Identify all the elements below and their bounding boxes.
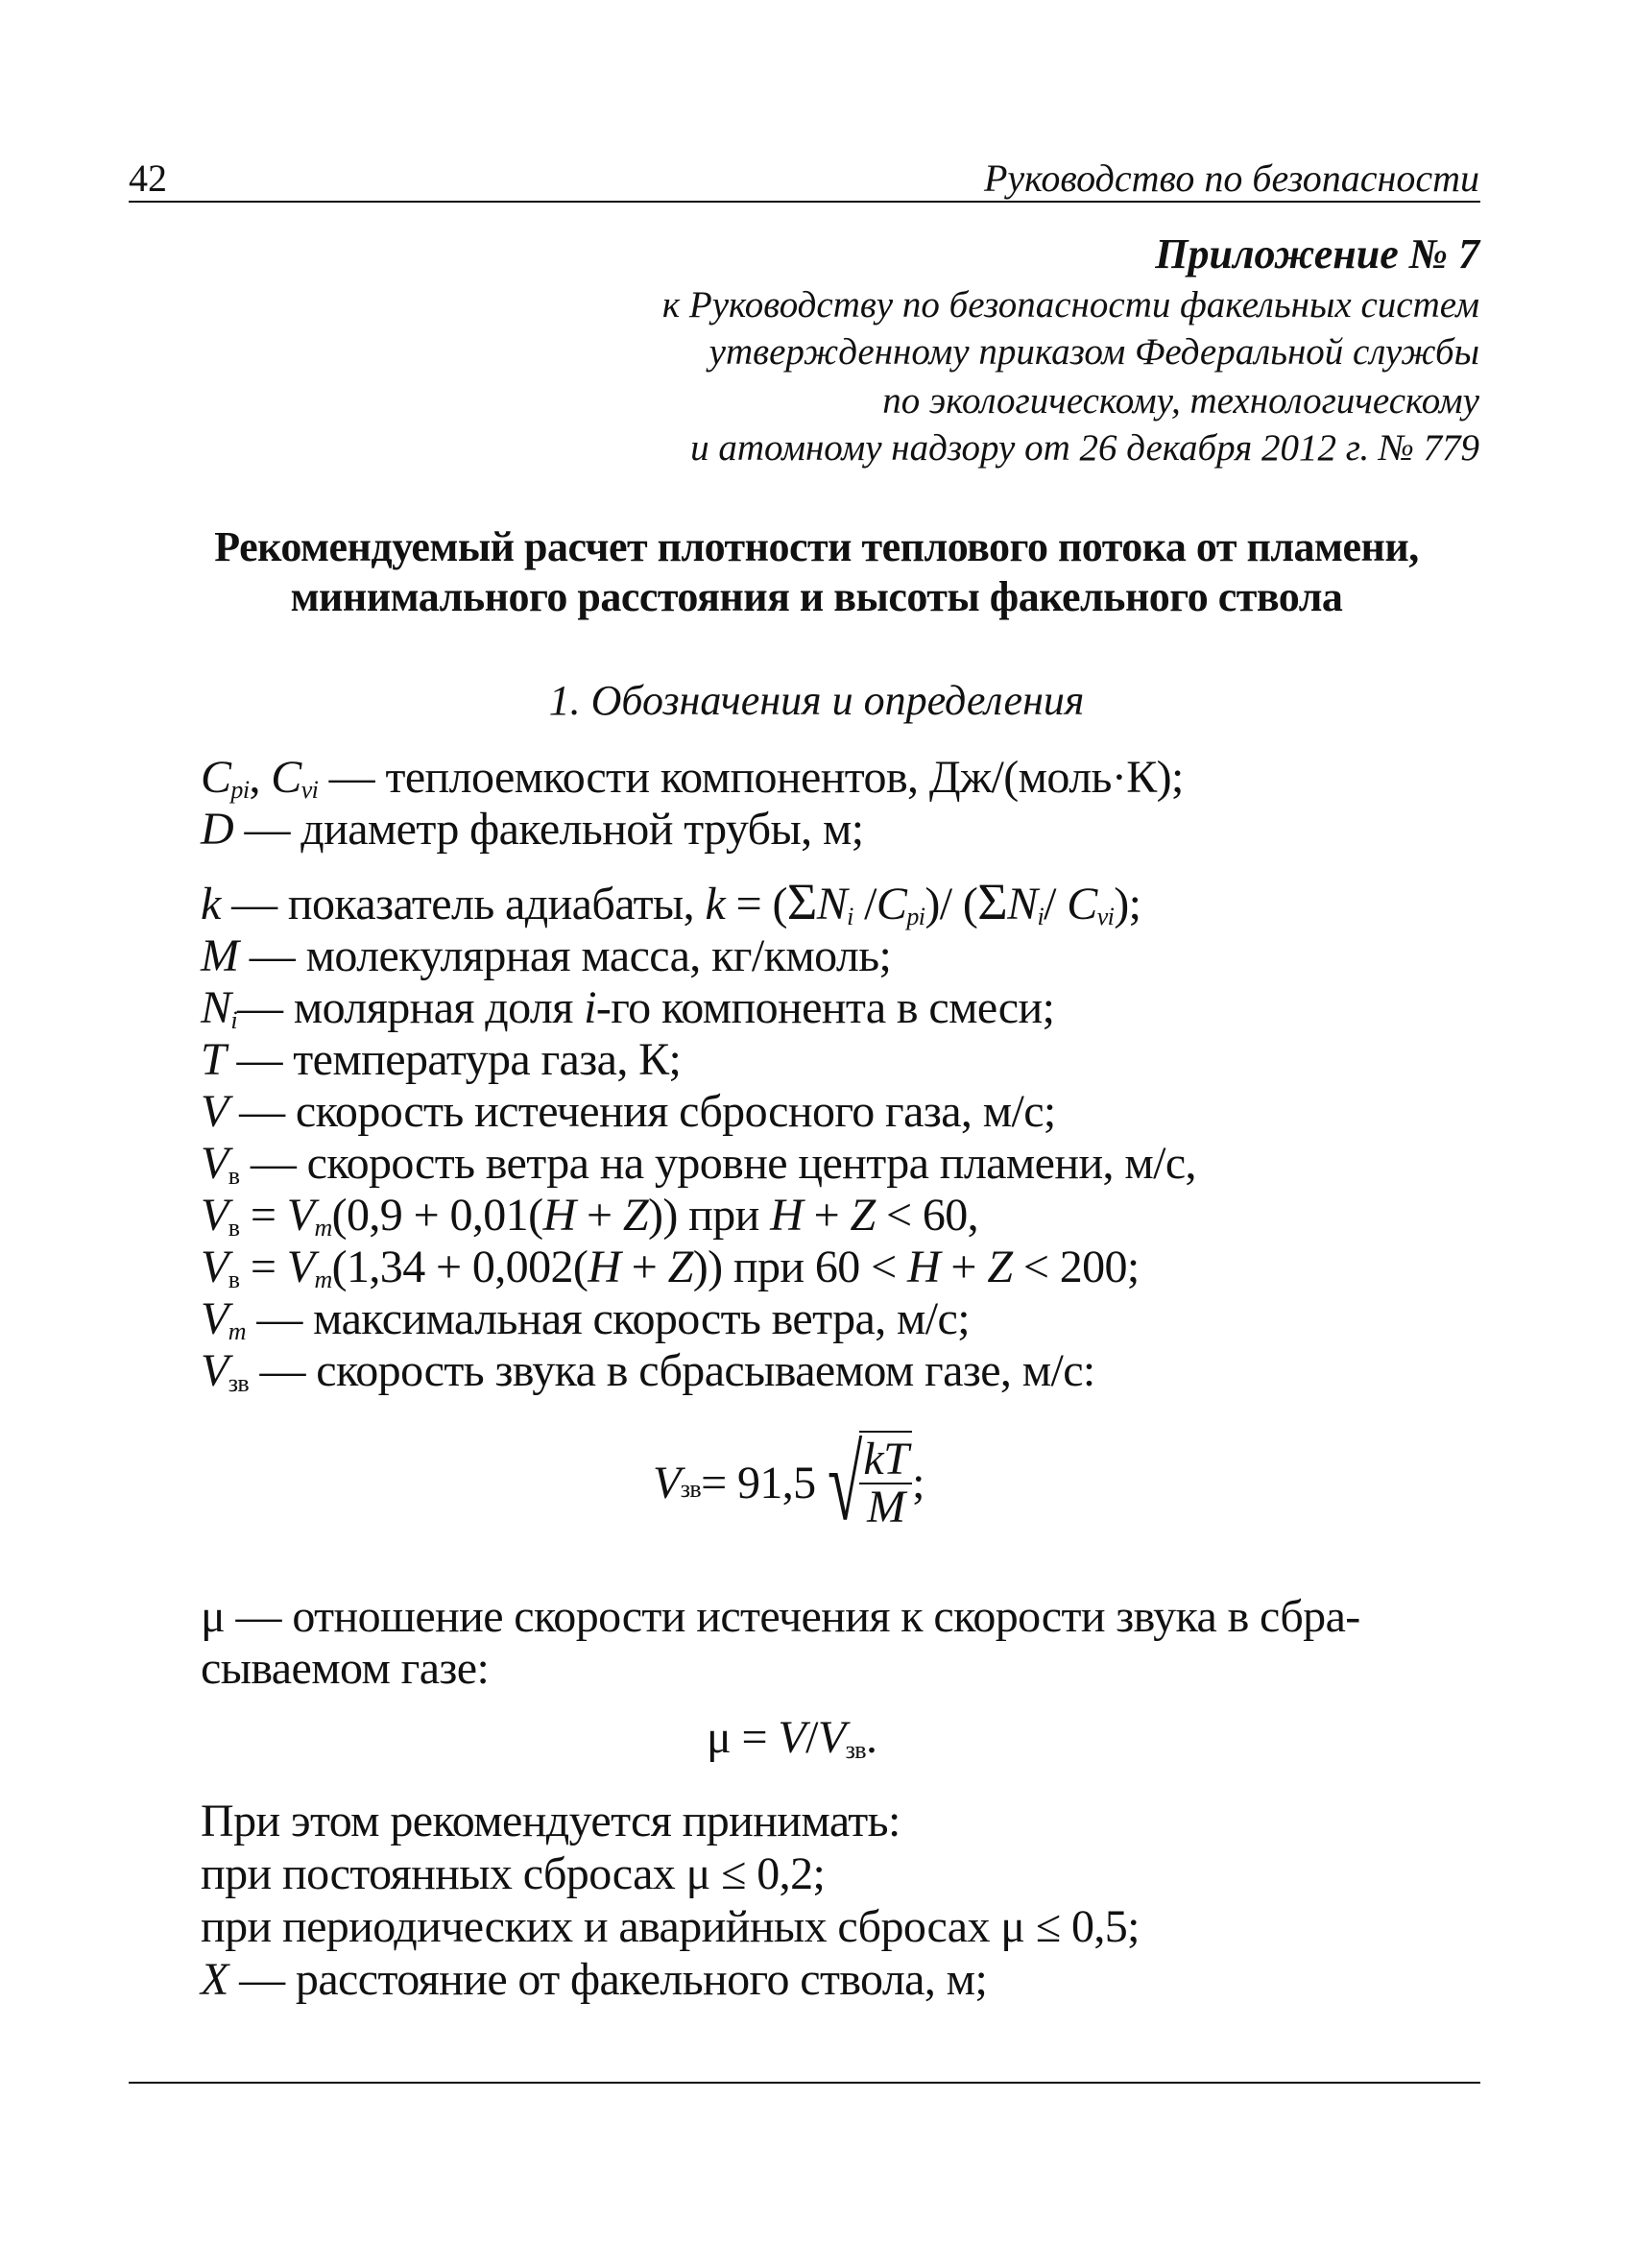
mu-text-line: сываемом газе: bbox=[201, 1643, 490, 1694]
definition-line: Vm — максимальная скорость ветра, м/с; bbox=[201, 1293, 970, 1345]
definition-line: Vзв — скорость звука в сбрасываемом газе, м/с: bbox=[201, 1345, 1095, 1397]
appendix-line: к Руководству по безопасности факельных систем bbox=[661, 284, 1479, 326]
definition-line: Vв = Vm(0,9 + 0,01(H + Z)) при H + Z < 60, bbox=[201, 1190, 979, 1242]
definition-line: M — молекулярная масса, кг/кмоль; bbox=[201, 930, 892, 981]
appendix-title: Приложение № 7 bbox=[1155, 230, 1479, 277]
appendix-line: утвержденному приказом Федеральной службы bbox=[708, 331, 1479, 373]
appendix-line: и атомному надзору от 26 декабря 2012 г. № 779 bbox=[690, 427, 1479, 469]
sqrt-sign: √ $\frac{kT}{M}$ bbox=[816, 1431, 913, 1536]
recommend-line: при постоянных сбросах μ ≤ 0,2; bbox=[201, 1848, 826, 1899]
definition-line: D — диаметр факельной трубы, м; bbox=[201, 804, 864, 855]
mu-text-line: μ — отношение скорости истечения к скорости звука в сбра- bbox=[201, 1591, 1360, 1642]
definition-line: Vв — скорость ветра на уровне центра пламени, м/с, bbox=[201, 1138, 1196, 1190]
definition-line: V — скорость истечения сбросного газа, м/с; bbox=[201, 1086, 1056, 1137]
formula-sound-speed: V зв = 91,5 √ $\frac{kT}{M}$ ; bbox=[653, 1425, 925, 1542]
running-title: Руководство по безопасности bbox=[983, 157, 1479, 200]
definition-line: k — показатель адиабаты, k = (ΣNi /Cpi)/ (ΣNi/ Cvi); bbox=[201, 873, 1141, 930]
definition-line: Ni— молярная доля i-го компонента в смеси; bbox=[201, 982, 1055, 1034]
heading-line: Рекомендуемый расчет плотности теплового потока от пламени, bbox=[214, 523, 1419, 570]
section-title: 1. Обозначения и определения bbox=[548, 677, 1085, 724]
recommend-line: При этом рекомендуется принимать: bbox=[201, 1796, 901, 1846]
appendix-line: по экологическому, технологическому bbox=[882, 380, 1479, 422]
definition-line: Vв = Vm(1,34 + 0,002(H + Z)) при 60 < H + Z < 200; bbox=[201, 1242, 1140, 1293]
recommend-line: при периодических и аварийных сбросах μ ≤ 0,5; bbox=[201, 1901, 1140, 1952]
header-rule bbox=[129, 201, 1480, 203]
definition-line: T — температура газа, К; bbox=[201, 1034, 682, 1085]
page-number: 42 bbox=[129, 157, 167, 200]
footer-rule bbox=[129, 2082, 1480, 2084]
heading-line: минимального расстояния и высоты факельного ствола bbox=[290, 573, 1343, 620]
definition-line: X — расстояние от факельного ствола, м; bbox=[201, 1954, 988, 2005]
formula-mu: μ = V/Vзв. bbox=[707, 1712, 877, 1764]
definition-line: Cpi, Cvi — теплоемкости компонентов, Дж/(моль·К); bbox=[201, 752, 1184, 804]
